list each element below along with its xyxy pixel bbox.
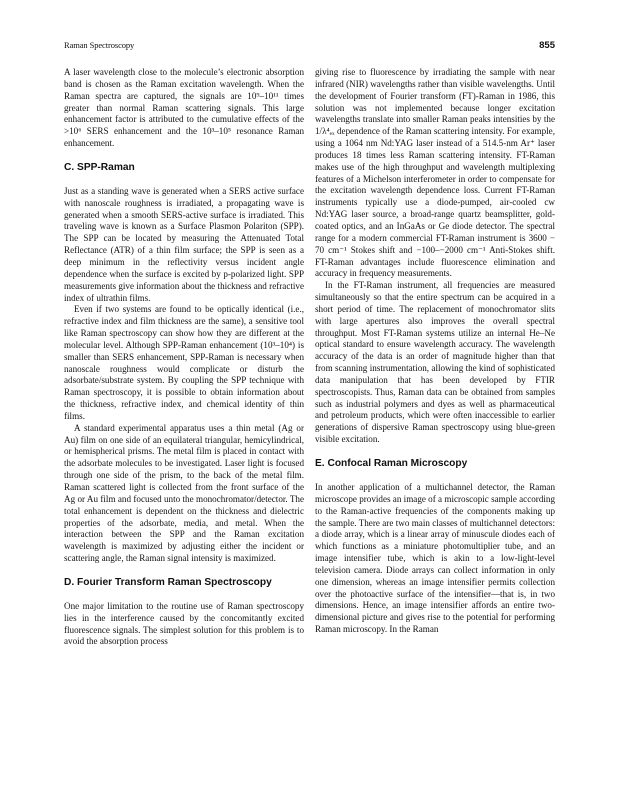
left-column xyxy=(64,67,304,648)
section-e-heading: E. Confocal Raman Microscopy xyxy=(315,458,468,469)
page-number: 855 xyxy=(539,40,555,51)
spp-paragraph-2: Even if two systems are found to be optically identical (i.e., refractive index and film thickness are the same), a sensitive tool like Raman spectroscopy can show how they are different at the molecular level. Although SPP-Raman enhancement (10³–10⁴) is smaller than SERS enhancement, SPP-Raman is necessary when nanoscale roughness would complicate or disturb the adsorbate/substrate system. By coupling the SPP technique with Raman spectroscopy, it is possible to obtain information about the thickness, refractive index, and chemical identity of thin films. xyxy=(64,304,304,421)
ft-paragraph-2: In the FT-Raman instrument, all frequencies are measured simultaneously so that the entire spectrum can be acquired in a short period of time. The replacement of monochromator slits with large apertures also improves the overall spectral throughput. Most FT-Raman systems utilize an internal He–Ne optical standard to ensure wavelength accuracy. The wavelength accuracy of the data is an order of magnitude higher than that from scanning instrumentation, allowing the kind of sophisticated data manipulation that has been developed by FTIR spectroscopists. Thus, Raman data can be obtained from samples such as industrial polymers and dyes as well as pharmaceutical and petroleum products, which were often inaccessible to earlier generations of dispersive Raman spectroscopy using blue-green visible excitation. xyxy=(315,280,555,445)
ft-paragraph-1-continued: giving rise to fluorescence by irradiating the sample with near infrared (NIR) wavelengths rather than visible wavelengths. Until the development of Fourier transform (FT)-Raman in 1986, this solution was not implemented because longer excitation wavelengths translate into smaller Raman peaks intensities by the 1/λ⁴ₑₓ dependence of the Raman scattering intensity. For example, using a 1064 nm Nd:YAG laser instead of a 514.5-nm Ar⁺ laser produces 18 times less Raman scattering intensity. FT-Raman makes use of the high throughput and wavelength multiplexing features of a Michelson interferometer in order to compensate for the excitation wavelength dependence loss. Current FT-Raman instruments typically use a diode-pumped, air-cooled cw Nd:YAG laser source, a broad-range quartz beamsplitter, gold-coated optics, and an InGaAs or Ge diode detector. The spectral range for a modern commercial FT-Raman instrument is 3600 − 70 cm⁻¹ Stokes shift and −100–−2000 cm⁻¹ Anti-Stokes shift. FT-Raman advantages include fluorescence elimination and accuracy in frequency measurements. xyxy=(315,67,555,279)
ft-paragraph-1: One major limitation to the routine use of Raman spectroscopy lies in the interference caused by the concomitantly excited fluorescence signals. The simplest solution for this problem is to avoid the absorption process xyxy=(64,600,304,647)
spp-paragraph-1: Just as a standing wave is generated when a SERS active surface with nanoscale roughness is irradiated, a propagating wave is generated when a smooth SERS-active surface is irradiated. This traveling wave is known as a Surface Plasmon Polariton (SPP). The SPP can be located by measuring the Attenuated Total Reflectance (ATR) of a thin film surface; the SPP is seen as a deep minimum in the reflectivity versus incident angle dependence when the surface is excited by p-polarized light. SPP measurements give information about the thickness and refractive index of ultrathin films. xyxy=(64,185,304,303)
intro-paragraph: A laser wavelength close to the molecule’s electronic absorption band is chosen as the Raman excitation wavelength. When the Raman spectra are captured, the signals are 10⁹–10¹¹ times greater than normal Raman scattering signals. This large enhancement factor is attributed to the cumulative effects of the >10⁶ SERS enhancement and the 10³–10⁵ resonance Raman enhancement. xyxy=(64,67,304,149)
section-c-heading: C. SPP-Raman xyxy=(64,161,135,173)
section-d-heading: D. Fourier Transform Raman Spectroscopy xyxy=(64,576,272,588)
right-column xyxy=(315,67,555,636)
running-title: Raman Spectroscopy xyxy=(64,40,135,50)
spp-paragraph-3: A standard experimental apparatus uses a thin metal (Ag or Au) film on one side of an equilateral triangular, hemicylindrical, or hemispherical prisms. The metal film is placed in contact with the adsorbate molecules to be investigated. Laser light is focused through one side of the prism, to the back of the metal film. Raman scattered light is collected from the front surface of the Ag or Au film and focused unto the monochromator/detector. The total enhancement is dependent on the thickness and dielectric properties of the adsorbate, media, and metal. When the interaction between the SPP and the Raman excitation wavelength is maximized by adjusting either the incident or scattering angle, the Raman signal intensity is maximized. xyxy=(64,422,304,564)
confocal-paragraph-1: In another application of a multichannel detector, the Raman microscope provides an image of a microscopic sample according to the Raman-active frequencies of the components making up the sample. There are two main classes of multichannel detectors: a diode array, which is a linear array of minuscule diodes each of which functions as a miniature photomultiplier tube, and an image intensifier tube, which is akin to a low-light-level television camera. Diode arrays can collect information in only one dimension, whereas an image intensifier permits collection over the photoactive surface of the intensifier—that is, in two dimensions. Hence, an image intensifier affords an entire two-dimensional picture and gives rise to the potential for performing Raman microscopy. In the Raman xyxy=(315,482,555,635)
